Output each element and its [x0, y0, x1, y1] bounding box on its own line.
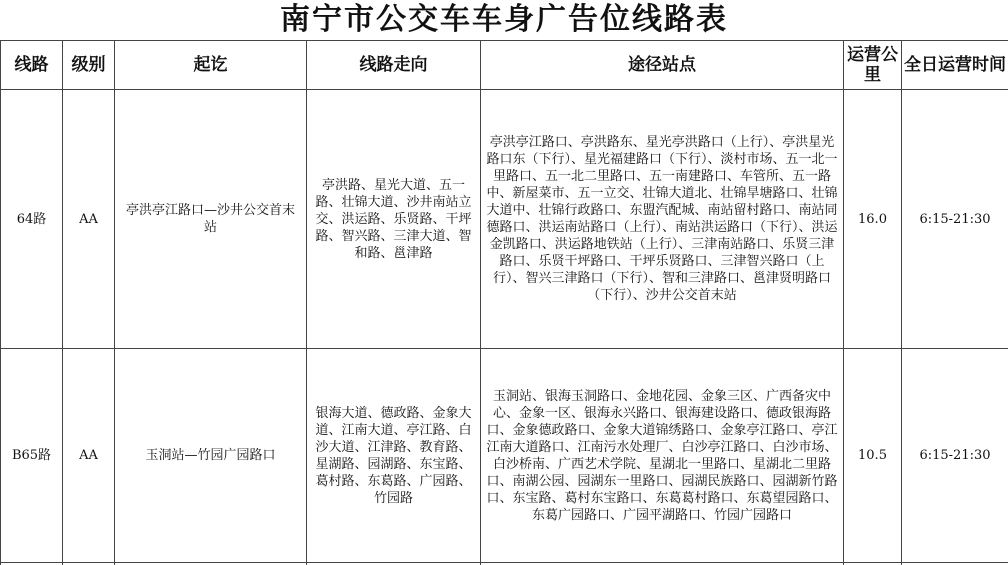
- cell-line: 64路: [1, 90, 63, 349]
- cell-km: 10.5: [844, 349, 902, 563]
- table-header-row: [1, 41, 1008, 90]
- cell-hours: 6:15-21:30: [902, 349, 1008, 563]
- header-level: 级别: [63, 41, 115, 90]
- cell-direction: 银海大道、德政路、金象大道、江南大道、亭江路、白沙大道、江津路、教育路、星湖路、园湖路、东宝路、葛村路、东葛路、广园路、竹园路: [307, 349, 481, 563]
- table-row: [1, 90, 1008, 349]
- header-endpoints: 起讫: [115, 41, 307, 90]
- cell-stops: 亭洪亭江路口、亭洪路东、星光亭洪路口（上行）、亭洪星光路口东（下行）、星光福建路口（下行）、淡村市场、五一北一里路口、五一北二里路口、五一南建路口、车管所、五一路中、新屋菜市、五一立交、壮锦大道北、壮锦旱塘路口、壮锦大道中、壮锦行政路口、东盟汽配城、南站留村路口、南站同德路口、洪运南站路口（上行）、南站洪运路口（下行）、洪运金凯路口、洪运路地铁站（上行）、三津南站路口、乐贤三津路口、乐贤干坪路口、干坪乐贤路口、三津智兴路口（上行）、智兴三津路口（下行）、智和三津路口、邕津贤明路口（下行）、沙井公交首末站: [481, 90, 844, 349]
- cell-direction: 亭洪路、星光大道、五一路、壮锦大道、沙井南站立交、洪运路、乐贤路、干坪路、智兴路、三津大道、智和路、邕津路: [307, 90, 481, 349]
- cell-hours: 6:15-21:30: [902, 90, 1008, 349]
- cell-stops: 玉洞站、银海玉洞路口、金地花园、金象三区、广西备灾中心、金象一区、银海永兴路口、银海建设路口、德政银海路口、金象德政路口、金象大道锦绣路口、金象亭江路口、亭江江南大道路口、江南污水处理厂、白沙亭江路口、白沙市场、白沙桥南、广西艺术学院、星湖北一里路口、星湖北二里路口、南湖公园、园湖东一里路口、园湖民族路口、园湖新竹路口、东宝路、葛村东宝路口、东葛葛村路口、东葛望园路口、东葛广园路口、广园平湖路口、竹园广园路口: [481, 349, 844, 563]
- table-row: [1, 349, 1008, 563]
- header-hours: 全日运营时间: [902, 41, 1008, 90]
- route-table: [0, 40, 1008, 565]
- cell-level: AA: [63, 90, 115, 349]
- cell-level: AA: [63, 349, 115, 563]
- cell-line: B65路: [1, 349, 63, 563]
- cell-endpoints: 玉洞站—竹园广园路口: [115, 349, 307, 563]
- cell-km: 16.0: [844, 90, 902, 349]
- cell-endpoints: 亭洪亭江路口—沙井公交首末站: [115, 90, 307, 349]
- header-stops: 途径站点: [481, 41, 844, 90]
- page-title: 南宁市公交车车身广告位线路表: [280, 2, 728, 37]
- header-km: 运营公里: [844, 41, 902, 90]
- header-line: 线路: [1, 41, 63, 90]
- header-direction: 线路走向: [307, 41, 481, 90]
